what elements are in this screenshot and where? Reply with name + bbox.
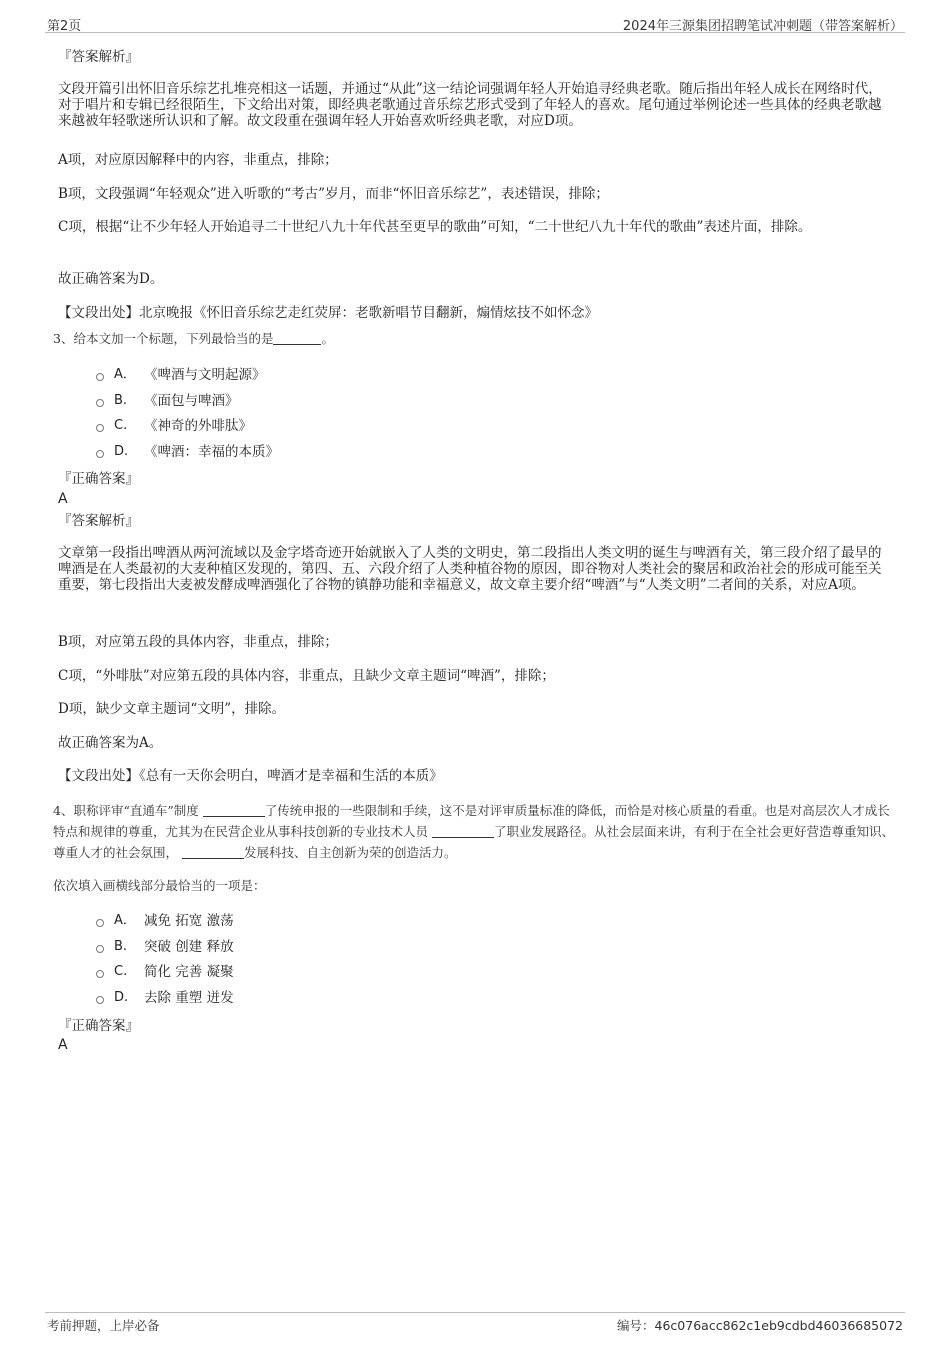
- q3-option-a[interactable]: [96, 367, 266, 383]
- q3-source: 【文段出处】《总有一天你会明白，啤酒才是幸福和生活的本质》: [58, 768, 443, 784]
- q3-option-b[interactable]: [96, 393, 239, 409]
- q4-stem: [53, 800, 898, 863]
- page-number: 第2页: [47, 19, 82, 34]
- q3-answer: A: [58, 491, 68, 507]
- radio-icon[interactable]: [96, 919, 104, 927]
- radio-icon[interactable]: [96, 450, 104, 458]
- radio-icon[interactable]: [96, 970, 104, 978]
- option-letter: A．: [114, 913, 136, 928]
- q2-analysis-text: 文段开篇引出怀旧音乐综艺扎堆亮相这一话题，并通过“从此”这一结论词强调年轻人开始追寻经典老歌。随后指出年轻人成长在网络时代，对于唱片和专辑已经很陌生，下文给出对策，即经典老歌通过音乐综艺形式受到了年轻人的喜欢。尾句通过举例论述一些具体的经典老歌越来越被年轻歌迷所认识和了解。故文段重在强调年轻人开始喜欢听经典老歌，对应D项。: [58, 81, 882, 129]
- q2-option-b-note: B项，文段强调“年轻观众”进入听歌的“考古”岁月，而非“怀旧音乐综艺”，表述错误，排除；: [58, 186, 609, 202]
- q3-stem-end: 。: [321, 331, 334, 346]
- radio-icon[interactable]: [96, 996, 104, 1004]
- radio-icon[interactable]: [96, 399, 104, 407]
- radio-icon[interactable]: [96, 424, 104, 432]
- q4-prompt: 依次填入画横线部分最恰当的一项是：: [53, 878, 266, 893]
- q2-conclusion: 故正确答案为D。: [58, 271, 164, 287]
- q2-option-c-note: C项，根据“让不少年轻人开始追寻二十世纪八九十年代甚至更早的歌曲”可知，“二十世纪八九十年代的歌曲”表述片面，排除。: [58, 219, 812, 235]
- q4-stem-part-1: 4、职称评审“直通车”制度: [53, 803, 199, 818]
- option-letter: B.: [114, 939, 128, 954]
- option-text: 减免 拓宽 激荡: [144, 913, 234, 929]
- q4-blank-1: [203, 802, 265, 817]
- q4-blank-2: [432, 823, 494, 838]
- q2-analysis-tag: 『答案解析』: [58, 49, 139, 65]
- q3-option-c-note: C项，“外啡肽”对应第五段的具体内容，非重点，且缺少文章主题词“啤酒”，排除；: [58, 668, 555, 684]
- option-letter: B.: [114, 393, 128, 408]
- document-title: 2024年三源集团招聘笔试冲刺题（带答案解析）: [622, 19, 903, 34]
- option-text: 突破 创建 释放: [144, 939, 234, 955]
- q3-option-b-note: B项，对应第五段的具体内容，非重点，排除；: [58, 634, 338, 650]
- q4-stem-part-3: 了职业发展路径。从社会层面来讲，有利于在全社会更好营造尊重知识、尊重人才的社会氛围，: [53, 824, 895, 860]
- q3-stem-text: 3、给本文加一个标题，下列最恰当的是: [53, 331, 274, 346]
- option-letter: D.: [114, 444, 129, 459]
- page-footer: [45, 1312, 905, 1335]
- radio-icon[interactable]: [96, 373, 104, 381]
- option-text: 《啤酒与文明起源》: [144, 367, 266, 383]
- q3-conclusion: 故正确答案为A。: [58, 735, 163, 751]
- q4-option-b[interactable]: [96, 939, 234, 955]
- q4-option-d[interactable]: [96, 990, 234, 1006]
- q4-option-a[interactable]: [96, 913, 234, 929]
- option-letter: D.: [114, 990, 129, 1005]
- q4-answer-tag: 『正确答案』: [58, 1018, 139, 1034]
- radio-icon[interactable]: [96, 945, 104, 953]
- q3-option-d[interactable]: [96, 444, 279, 460]
- document-code: 编号：46c076acc862c1eb9cdbd46036685072: [617, 1318, 903, 1333]
- footer-slogan: 考前押题，上岸必备: [47, 1318, 160, 1333]
- q2-option-a-note: A项，对应原因解释中的内容，非重点，排除；: [58, 152, 338, 168]
- option-text: 《神奇的外啡肽》: [144, 418, 252, 434]
- q4-stem-part-2: 了传统申报的一些限制和手续，这不是对评审质量标准的降低，而恰是对核心质量的看重。也是对高层次人才成长特点和规律的尊重，尤其为在民营企业从事科技创新的专业技术人员: [53, 803, 890, 839]
- option-text: 去除 重塑 迸发: [144, 990, 234, 1006]
- page-header: [45, 12, 905, 33]
- q3-analysis-text: 文章第一段指出啤酒从两河流域以及金字塔奇迹开始就嵌入了人类的文明史，第二段指出人类文明的诞生与啤酒有关，第三段介绍了最早的啤酒是在人类最初的大麦种植区发现的，第四、五、六段介绍了人类种植谷物的原因，即谷物对人类社会的聚居和政治社会的形成可能至关重要，第七段指出大麦被发酵成啤酒强化了谷物的镇静功能和幸福意义，故文章主要介绍“啤酒”与“人类文明”二者间的关系，对应A项。: [58, 545, 882, 593]
- option-text: 《啤酒：幸福的本质》: [144, 444, 279, 460]
- q2-source: 【文段出处】北京晚报《怀旧音乐综艺走红荧屏：老歌新唱节目翻新，煽情炫技不如怀念》: [58, 305, 598, 321]
- option-text: 《面包与啤酒》: [144, 393, 239, 409]
- q3-answer-tag: 『正确答案』: [58, 471, 139, 487]
- q4-answer: A: [58, 1037, 68, 1053]
- q3-stem: [53, 328, 898, 349]
- option-letter: C.: [114, 418, 128, 433]
- q4-option-c[interactable]: [96, 964, 234, 980]
- q3-blank: [273, 330, 321, 345]
- q4-stem-part-4: 发展科技、自主创新为荣的创造活力。: [244, 845, 457, 860]
- q4-blank-3: [182, 844, 244, 859]
- option-letter: A．: [114, 367, 136, 382]
- q3-analysis-tag: 『答案解析』: [58, 513, 139, 529]
- q3-option-d-note: D项，缺少文章主题词“文明”，排除。: [58, 701, 286, 717]
- option-text: 简化 完善 凝聚: [144, 964, 234, 980]
- q3-option-c[interactable]: [96, 418, 252, 434]
- option-letter: C.: [114, 964, 128, 979]
